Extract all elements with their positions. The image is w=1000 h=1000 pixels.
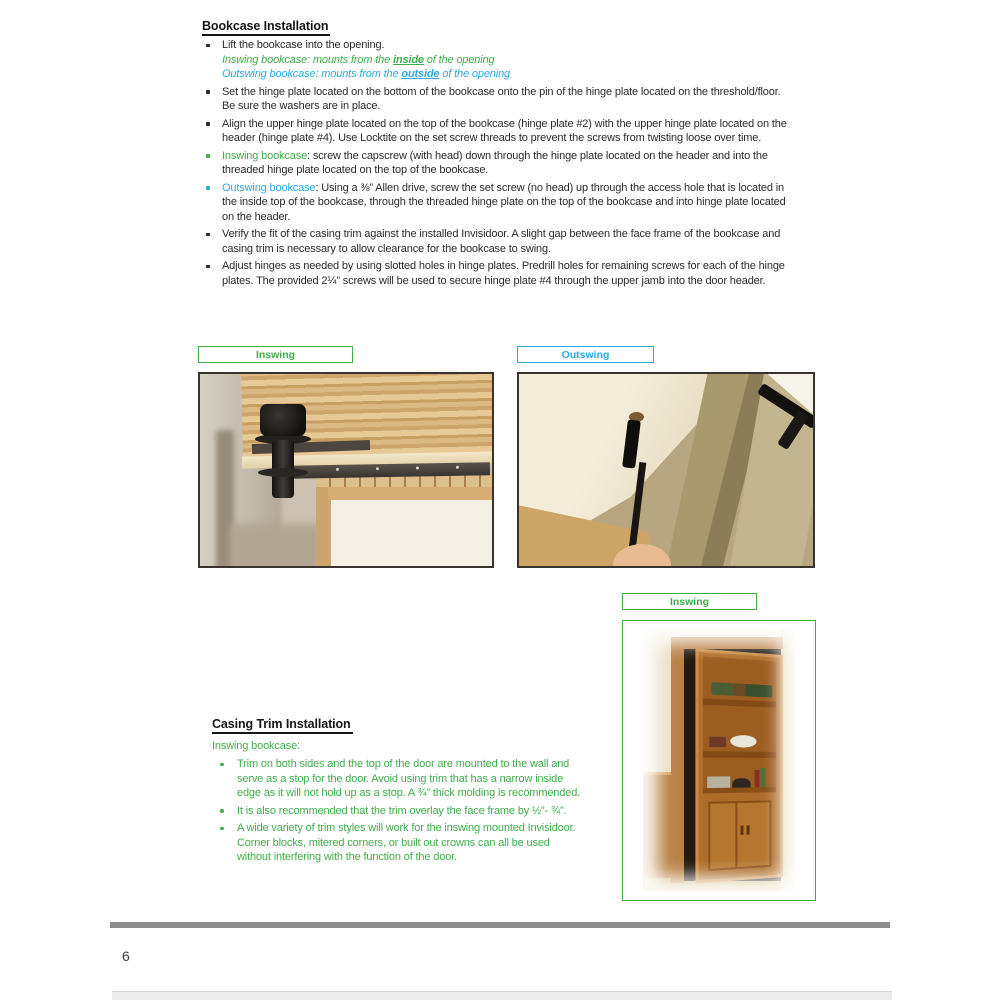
inswing-lead: Inswing bookcase <box>222 149 308 162</box>
bullet-outswing-setscrew: Outswing bookcase: Using a ⅜” Allen drive, screw the set screw (no head) up through the access hole that is located in the inside top of the bookcase, through the threaded hinge plate on the top of the bookcase and into hinge plate located on the header. <box>200 181 788 225</box>
screw-hole <box>336 468 339 471</box>
inswing-hinge-photo <box>198 372 494 568</box>
casing-intro: Inswing bookcase: <box>212 740 300 752</box>
bullet-lift-bookcase <box>200 38 788 82</box>
photo-vignette <box>643 629 795 891</box>
outswing-note: Outswing bookcase: mounts from the outside of the opening <box>222 68 511 80</box>
screw-hole <box>376 467 379 470</box>
bullet-adjust-hinges: Adjust hinges as needed by using slotted holes in hinge plates. Predrill holes for remaining screws for each of the hinge plates. The provided 2¼” screws will be used to secure hinge plate #4 through the upper jamb into the door header. <box>200 259 788 288</box>
page-number: 6 <box>122 948 130 964</box>
next-page-top-edge <box>112 991 892 1000</box>
outswing-hinge-figure-label: Outswing <box>517 346 654 363</box>
inswing-hinge-figure-label: Inswing <box>198 346 353 363</box>
outswing-lead: Outswing bookcase <box>222 181 316 194</box>
bullet-align-hinge-plate: Align the upper hinge plate located on the top of the bookcase (hinge plate #2) with the upper hinge plate located on the header (hinge plate #4). Use Locktite on the set screw threads to prevent the screws from twisting loose over time. <box>200 117 788 146</box>
footer-divider-bar <box>110 922 890 928</box>
screw-hole <box>456 466 459 469</box>
screw-hole <box>416 466 419 469</box>
bookcase-top-frame <box>328 487 494 500</box>
bookcase-installation-title: Bookcase Installation <box>202 19 330 36</box>
bullet-inswing-capscrew: Inswing bookcase: screw the capscrew (with head) down through the hinge plate located on the header and into the threaded hinge plate located on the top of the bookcase. <box>200 149 788 178</box>
inswing-door-figure-label: Inswing <box>622 593 757 610</box>
bullet-text: Lift the bookcase into the opening. <box>222 39 385 51</box>
bullet-trim-stop: Trim on both sides and the top of the door are mounted to the wall and serve as a stop for the door. Avoid using trim that has a narrow inside edge as it will not hold up as a stop. A ¾” thick molding is recommended. <box>212 757 582 801</box>
bullet-trim-styles: A wide variety of trim styles will work for the inswing mounted Invisidoor. Corner blocks, mitered corners, or built out crowns can all be used without interfering with the function of the door. <box>212 821 582 865</box>
outside-emphasis: outside <box>401 68 440 80</box>
outswing-hinge-photo <box>517 372 815 568</box>
bullet-verify-fit: Verify the fit of the casing trim against the installed Invisidoor. A slight gap between the face frame of the bookcase and casing trim is necessary to allow clearance for the bookcase to swing. <box>200 227 788 256</box>
inswing-note: Inswing bookcase: mounts from the inside of the opening <box>222 53 495 66</box>
bullet-trim-overlay: It is also recommended that the trim overlay the face frame by ½”- ¾”. <box>212 804 582 819</box>
casing-trim-title: Casing Trim Installation <box>212 717 353 734</box>
bookcase-shadow <box>230 524 320 568</box>
bookcase-installation-list <box>200 38 788 291</box>
bullet-set-hinge-plate: Set the hinge plate located on the bottom of the bookcase onto the pin of the hinge plate located on the threshold/floor. Be sure the washers are in place. <box>200 85 788 114</box>
capscrew-head <box>260 404 306 436</box>
inswing-door-photo-frame <box>622 620 816 901</box>
inswing-door-photo <box>643 629 795 891</box>
casing-trim-list <box>212 757 582 868</box>
hinge-washer <box>258 468 308 477</box>
inside-emphasis: inside <box>393 53 424 66</box>
